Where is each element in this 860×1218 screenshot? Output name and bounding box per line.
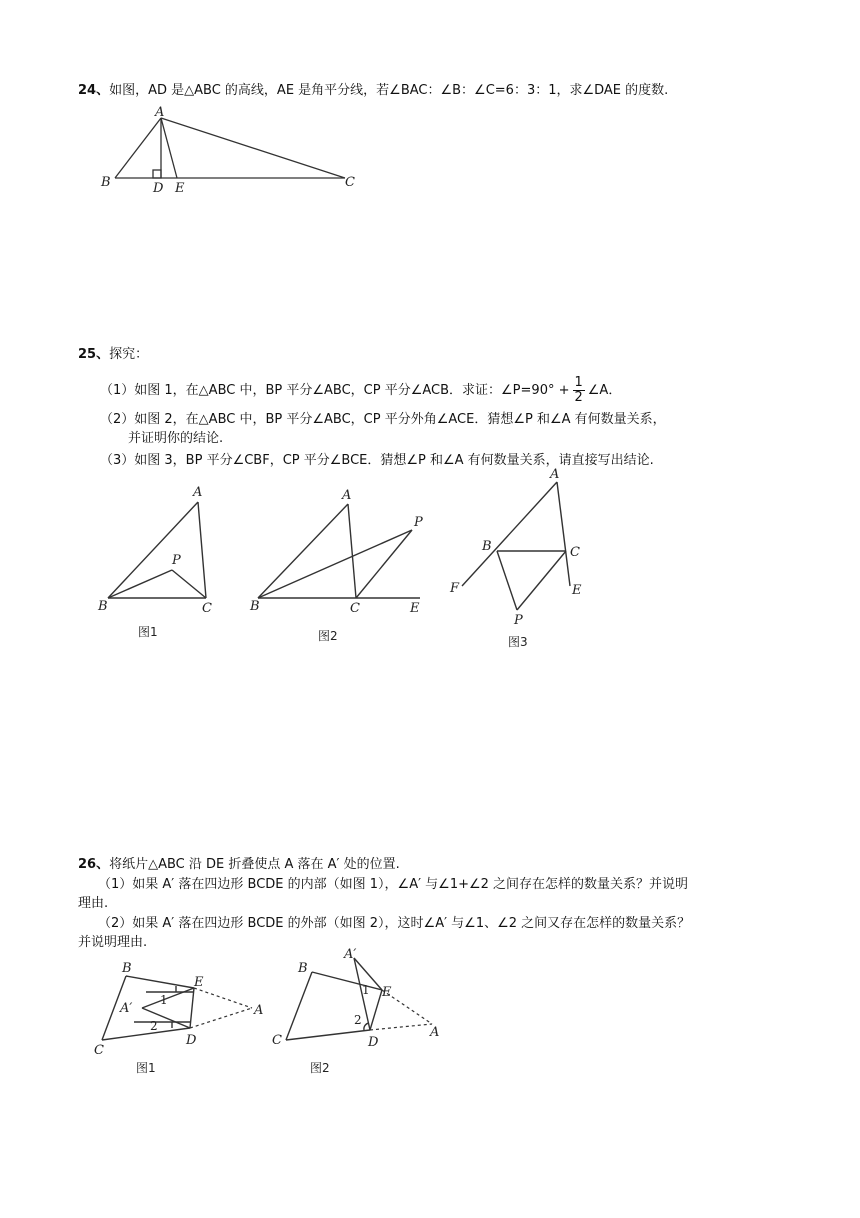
q26f1-label-c: C bbox=[94, 1043, 104, 1058]
q25-part1-text: （1）如图 1，在△ABC 中，BP 平分∠ABC，CP 平分∠ACB．求证：∠P=90° + bbox=[100, 383, 570, 398]
q26-part1-line1: （1）如果 A′ 落在四边形 BCDE 的内部（如图 1），∠A′ 与∠1+∠2 之间存在怎样的数量关系？并说明 bbox=[98, 877, 689, 892]
q26-figure-2 bbox=[270, 946, 450, 1082]
q25-part1 bbox=[100, 376, 621, 405]
q25-fraction bbox=[573, 376, 585, 405]
q25-part3: （3）如图 3，BP 平分∠CBF，CP 平分∠BCE．猜想∠P 和∠A 有何数量关系，请直接写出结论. bbox=[100, 453, 654, 468]
q25f3-seg-bp bbox=[497, 551, 517, 610]
q26f1-label-aprime: A′ bbox=[120, 1001, 133, 1016]
q25-figure-2 bbox=[244, 484, 434, 650]
q26-part1-line2: 理由. bbox=[78, 896, 109, 911]
q24-label-a: A bbox=[155, 105, 165, 120]
q26f1-caption: 图1 bbox=[136, 1061, 156, 1075]
q24-label-d: D bbox=[153, 181, 164, 196]
q26f1-seg-be bbox=[126, 976, 194, 988]
q24-right-angle-mark bbox=[153, 170, 161, 178]
q26f1-seg-de bbox=[190, 988, 194, 1028]
q25-part2-line1: （2）如图 2，在△ABC 中，BP 平分∠ABC，CP 平分外角∠ACE．猜想∠P 和∠A 有何数量关系， bbox=[100, 412, 666, 427]
q24-seg-ab bbox=[115, 118, 161, 178]
q25f3-label-p: P bbox=[514, 613, 523, 628]
q26f2-seg-cd bbox=[286, 1030, 370, 1040]
q25-figure-3 bbox=[444, 464, 594, 654]
q25f3-seg-af bbox=[462, 482, 557, 586]
q25f3-label-b: B bbox=[482, 539, 492, 554]
q25-fraction-numerator: 1 bbox=[574, 375, 583, 390]
q26-number: 26、 bbox=[78, 857, 110, 872]
q24-seg-ac bbox=[161, 118, 345, 178]
q24-number: 24、 bbox=[78, 83, 110, 98]
q26f1-label-1: 1 bbox=[160, 993, 168, 1007]
q25f2-label-a: A bbox=[342, 488, 352, 503]
q26f1-dash-ea bbox=[194, 988, 252, 1008]
q25f2-label-c: C bbox=[350, 601, 360, 616]
q25-part2-line2: 并证明你的结论. bbox=[128, 431, 224, 446]
q25f1-label-a: A bbox=[193, 485, 203, 500]
q26f2-label-c: C bbox=[272, 1033, 282, 1048]
q25f3-label-e: E bbox=[572, 583, 582, 598]
q25f1-label-c: C bbox=[202, 601, 212, 616]
q25f2-label-p: P bbox=[414, 515, 423, 530]
q26f2-label-aprime: A′ bbox=[344, 947, 357, 962]
q24-text bbox=[78, 82, 668, 100]
q25f3-label-a: A bbox=[550, 467, 560, 482]
q24-statement: 如图，AD 是△ABC 的高线，AE 是角平分线，若∠BAC：∠B：∠C=6：3：1，求∠DAE 的度数. bbox=[109, 83, 669, 98]
q26f2-dash-da bbox=[370, 1024, 432, 1030]
q25f3-label-f: F bbox=[450, 581, 460, 596]
q24-seg-ae bbox=[161, 118, 177, 178]
q25f1-seg-bp bbox=[108, 570, 172, 598]
q25f2-label-e: E bbox=[410, 601, 420, 616]
q26f2-label-b: B bbox=[298, 961, 308, 976]
q25-number: 25、 bbox=[78, 347, 110, 362]
q26f1-label-e: E bbox=[194, 975, 204, 990]
q25f1-seg-ab bbox=[108, 502, 198, 598]
q25f1-label-b: B bbox=[98, 599, 108, 614]
q26f2-label-a: A bbox=[430, 1025, 440, 1040]
q25f1-label-p: P bbox=[172, 553, 181, 568]
q25f2-label-b: B bbox=[250, 599, 260, 614]
q25-figure-1 bbox=[92, 480, 232, 650]
q26-figure-1 bbox=[90, 960, 270, 1086]
q26f1-seg-aprime-e bbox=[142, 988, 194, 1008]
q26f1-label-2: 2 bbox=[150, 1019, 158, 1033]
q25f2-seg-ac bbox=[348, 504, 356, 598]
q26f1-dash-da bbox=[190, 1008, 252, 1028]
q26-part2-line2: 并说明理由. bbox=[78, 935, 148, 950]
q26f1-label-a: A bbox=[254, 1003, 264, 1018]
q26f1-label-b: B bbox=[122, 961, 132, 976]
q24-label-c: C bbox=[345, 175, 355, 190]
q25f2-seg-bp bbox=[258, 530, 412, 598]
q25f3-label-c: C bbox=[570, 545, 580, 560]
q25-part1-end: ∠A． bbox=[587, 383, 622, 398]
q26f2-label-2: 2 bbox=[354, 1013, 362, 1027]
q26f2-seg-bc bbox=[286, 972, 312, 1040]
q26-text bbox=[78, 856, 400, 874]
q25f2-caption: 图2 bbox=[318, 629, 338, 643]
q26f2-label-d: D bbox=[368, 1035, 379, 1050]
q25f1-seg-ac bbox=[198, 502, 206, 598]
q24-figure bbox=[95, 104, 370, 196]
q26f2-label-1: 1 bbox=[362, 983, 370, 997]
q25f3-caption: 图3 bbox=[508, 635, 528, 649]
q24-label-b: B bbox=[101, 175, 111, 190]
q25f2-seg-cp bbox=[356, 530, 412, 598]
q26-part2-line1: （2）如果 A′ 落在四边形 BCDE 的外部（如图 2），这时∠A′ 与∠1、∠2 之间又存在怎样的数量关系？ bbox=[98, 916, 691, 931]
q26f1-seg-cd bbox=[102, 1028, 190, 1040]
q25f3-seg-cp bbox=[517, 551, 566, 610]
q26f2-seg-be bbox=[312, 972, 382, 990]
q26f2-label-e: E bbox=[382, 985, 392, 1000]
q26f1-label-d: D bbox=[186, 1033, 197, 1048]
q24-label-e: E bbox=[175, 181, 185, 196]
q25-title-text: 探究： bbox=[109, 347, 149, 362]
q25f3-seg-ae bbox=[557, 482, 570, 586]
q25f1-seg-cp bbox=[172, 570, 206, 598]
q26f2-caption: 图2 bbox=[310, 1061, 330, 1075]
q25f1-caption: 图1 bbox=[138, 625, 158, 639]
q25-fraction-denominator: 2 bbox=[574, 390, 583, 405]
q25-title bbox=[78, 346, 148, 364]
q25f2-seg-ab bbox=[258, 504, 348, 598]
q26f2-seg-de bbox=[370, 990, 382, 1030]
q26-statement: 将纸片△ABC 沿 DE 折叠使点 A 落在 A′ 处的位置. bbox=[109, 857, 400, 872]
